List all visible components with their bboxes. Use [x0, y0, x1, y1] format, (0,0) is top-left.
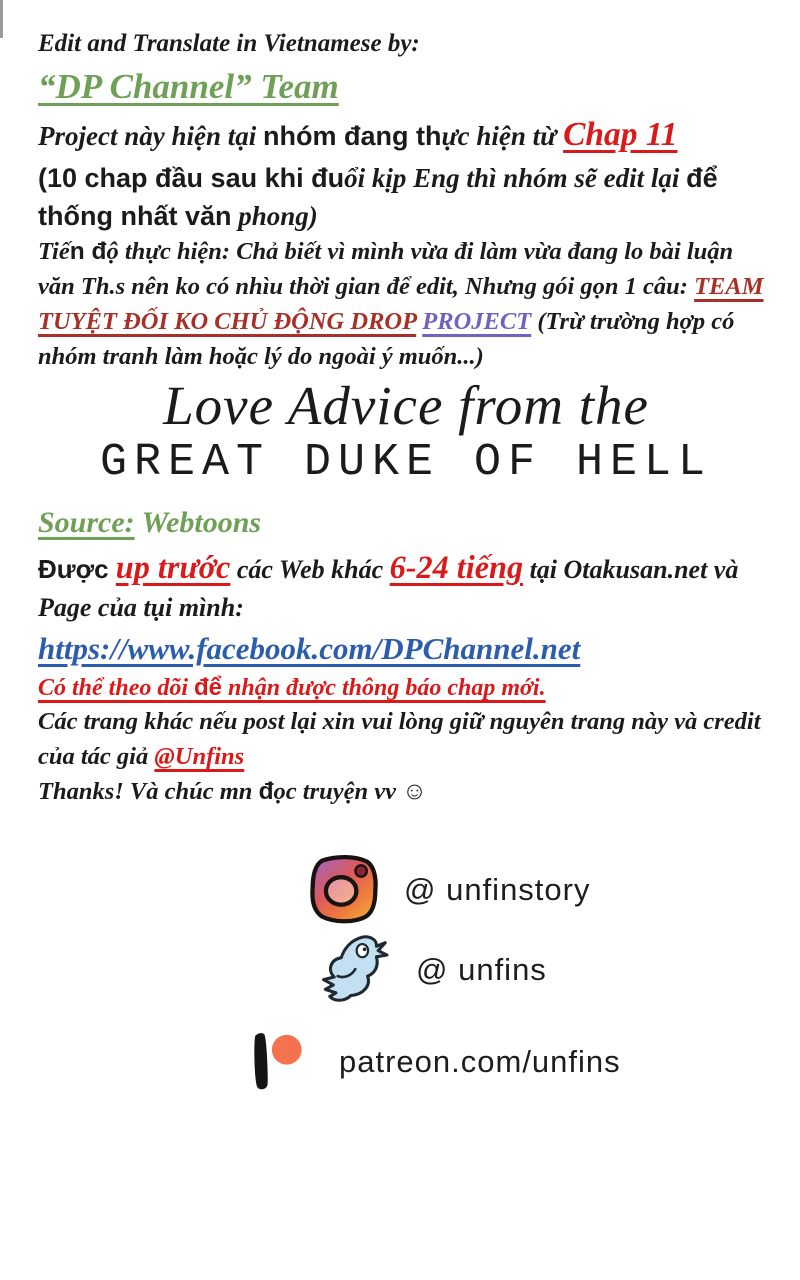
progress-line: [38, 235, 774, 374]
credits-intro-line: [38, 26, 774, 62]
author-handle[interactable]: @Unfins: [154, 743, 245, 771]
twitter-handle[interactable]: @ unfins: [416, 951, 547, 987]
source-value: Webtoons: [134, 506, 262, 540]
text-run: Các trang khác nếu post lại xin vui lòng giữ nguyên trang này và credit của tác giả: [38, 708, 761, 771]
text-run: n đ: [69, 238, 107, 266]
text-run: nhận được thông báo chap mới.: [222, 675, 546, 702]
facebook-link[interactable]: https://www.facebook.com/DPChannel.net: [38, 631, 581, 667]
text-run: (Trừ trường hợp có nhóm tranh làm hoặc lý do ngoài ý muốn...): [38, 307, 735, 370]
text-run: Edit and Translate in Vietnamese by:: [38, 30, 420, 57]
series-title-line1: Love Advice from the: [163, 374, 649, 436]
text-run: Được: [38, 553, 116, 584]
facebook-link-line: [38, 627, 774, 671]
text-run: phong): [231, 201, 318, 232]
twitter-icon: [306, 930, 394, 1010]
text-run: các Web khác: [230, 554, 390, 584]
team-name-line: [38, 62, 774, 112]
text-run: ổi kịp Eng thì nhóm sẽ edit lại: [344, 162, 687, 193]
text-run: (10 chap đầu sau khi đu: [38, 162, 345, 193]
no-drop-warning: TEAM TUYỆT ĐỐI KO CHỦ ĐỘNG DROP: [38, 273, 764, 335]
scan-edge-artifact: [0, 0, 3, 38]
text-run: tại Otakusan.net và Page của tụi mình:: [38, 554, 739, 623]
text-run: Có thể theo dõi: [38, 675, 195, 702]
chap-11-emphasis: Chap 11: [563, 116, 678, 154]
text-run: Thanks! Và chúc mn: [38, 778, 259, 806]
team-name: “DP Channel” Team: [38, 66, 339, 106]
thanks-line: [38, 775, 774, 810]
text-run: để thống nhất văn: [38, 162, 718, 232]
series-title-line2: GREAT DUKE OF HELL: [99, 437, 713, 489]
up-truoc-emphasis: up trước: [115, 548, 231, 585]
text-run: để: [194, 674, 223, 702]
twitter-row: [306, 930, 774, 1010]
instagram-handle[interactable]: @ unfinstory: [404, 871, 591, 907]
project-status-line: [38, 111, 774, 159]
text-run: đ: [258, 778, 274, 806]
text-run: Tiế: [38, 238, 70, 266]
instagram-row: [306, 852, 774, 928]
source-label: Source:: [38, 506, 135, 540]
follow-note-line: [38, 671, 774, 705]
repost-note-line: [38, 705, 774, 775]
text-run: ọc truyện vv: [273, 778, 403, 806]
text-run: ộ thực hiện: Chả biết vì mình vừa đi làm vừa đang lo bài luận văn Th.s nên ko có nhìu thời gian để edit, Nhưng gói gọn 1 câu:: [38, 238, 734, 301]
note-line: [38, 159, 774, 236]
text-run: Project này hiện tại: [38, 121, 263, 152]
patreon-row: [243, 1024, 774, 1100]
social-links-block: [38, 852, 774, 1100]
text-run: ực hiện từ: [441, 121, 564, 152]
patreon-icon: [243, 1024, 313, 1100]
text-run: nhóm đang th: [263, 121, 442, 152]
smiley-glyph: ☺: [402, 778, 428, 806]
project-word: PROJECT: [422, 307, 532, 335]
instagram-icon: [306, 852, 382, 928]
source-line: [38, 502, 774, 545]
patreon-handle[interactable]: patreon.com/unfins: [339, 1043, 621, 1079]
upload-info-line: [38, 545, 774, 628]
time-emphasis: 6-24 tiếng: [389, 548, 524, 585]
